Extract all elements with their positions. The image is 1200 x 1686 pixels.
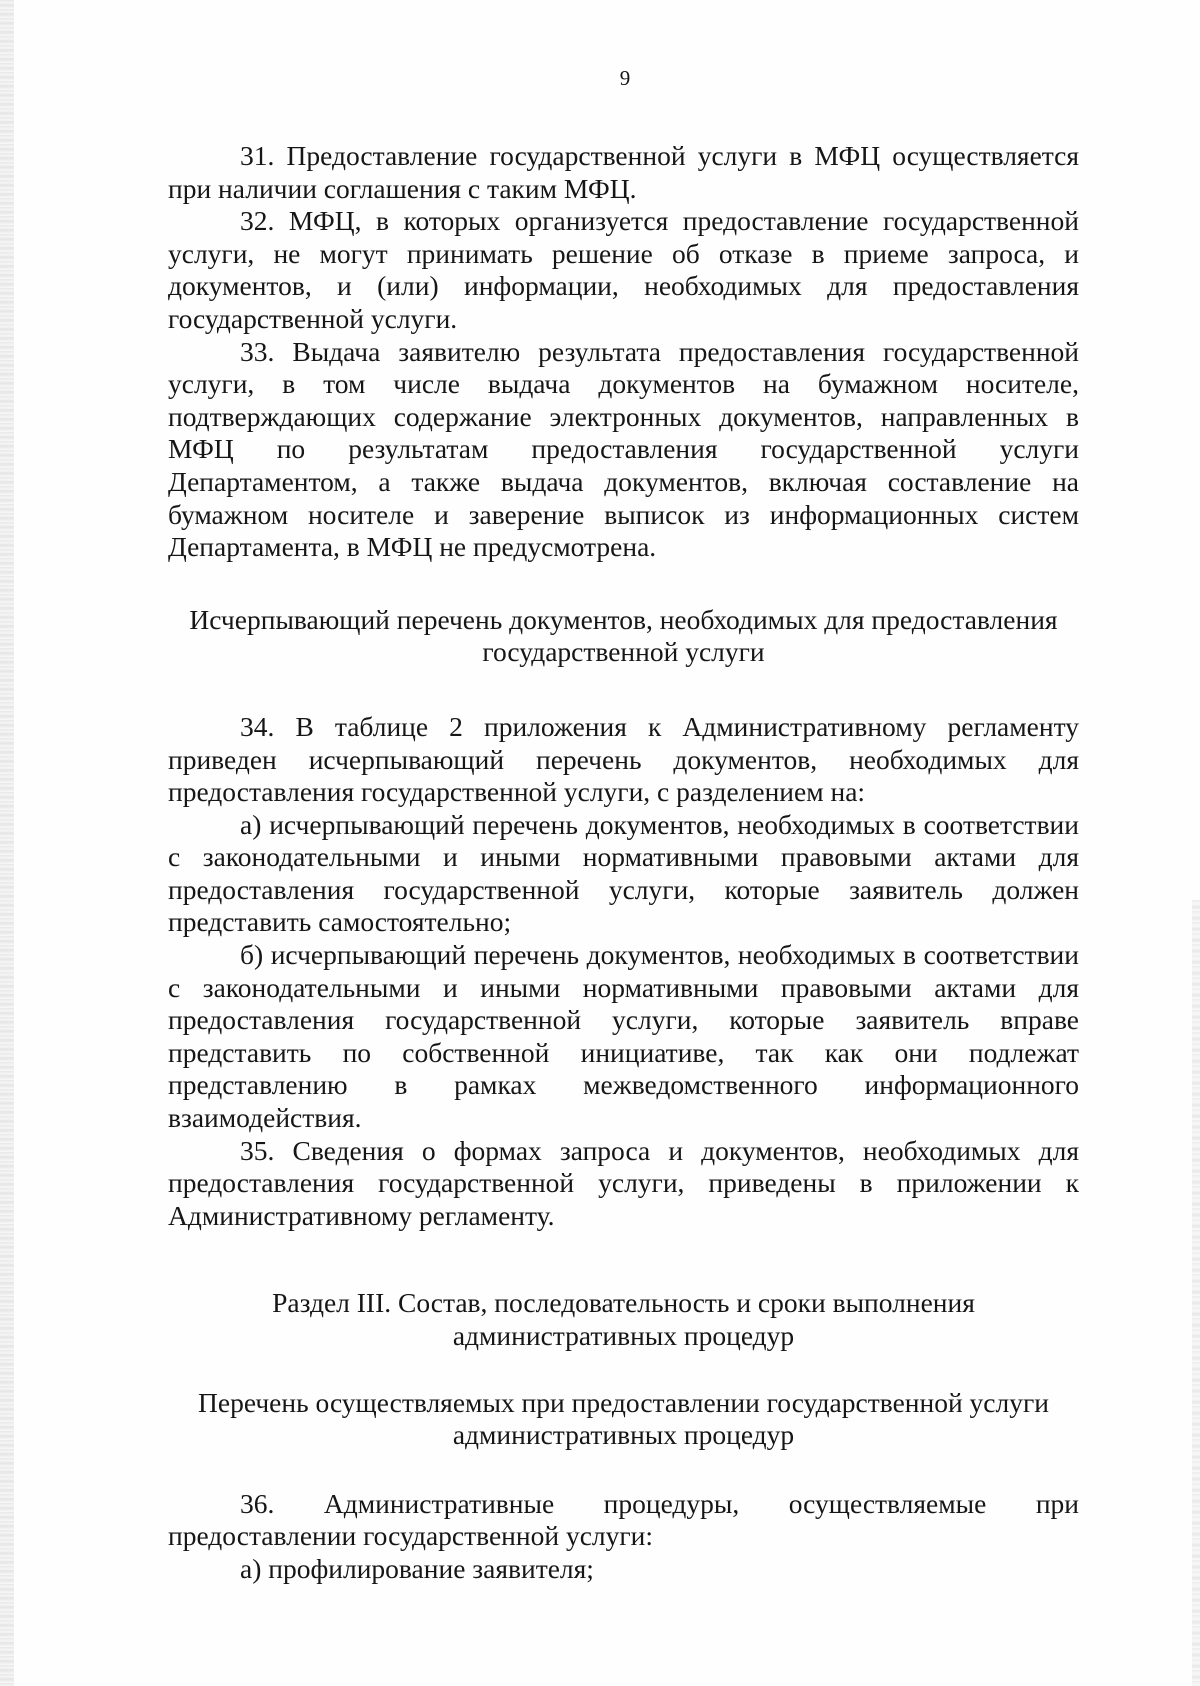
paragraph-31: 31. Предоставление государственной услуги в МФЦ осуществляется при наличии соглашения с таким МФЦ. — [168, 140, 1079, 204]
paragraph-35: 35. Сведения о формах запроса и документов, необходимых для предоставления государственной услуги, приведены в приложении к Административному регламенту. — [168, 1134, 1079, 1231]
paragraph-36: 36. Административные процедуры, осуществляемые при предоставлении государственной услуги: — [168, 1487, 1079, 1552]
paragraph-34: 34. В таблице 2 приложения к Административному регламенту приведен исчерпывающий перечень документов, необходимых для предоставления государственной услуги, с разделением на: — [168, 710, 1079, 808]
paragraph-36a: а) профилирование заявителя; — [240, 1552, 594, 1584]
paragraph-32: 32. МФЦ, в которых организуется предоставление государственной услуги, не могут принимать решение об отказе в приеме запроса, и документов, и (или) информации, необходимых для предоставления государственной услуги. — [168, 205, 1079, 334]
document-body — [168, 140, 1079, 1586]
heading-procedures-list-line1: Перечень осуществляемых при предоставлении государственной услуги — [198, 1386, 1049, 1418]
page-number: 9 — [619, 66, 631, 90]
scan-edge-left — [0, 0, 14, 1686]
heading-documents-list-line1: Исчерпывающий перечень документов, необходимых для предоставления — [189, 603, 1058, 635]
heading-section-3-line2: административных процедур — [452, 1320, 795, 1351]
paragraph-33: 33. Выдача заявителю результата предоставления государственной услуги, в том числе выдача документов на бумажном носителе, подтверждающих содержание электронных документов, направленных в МФЦ по результатам предоставления государственной услуги Департаментом, а также выдача документов, включая составление на бумажном носителе и заверение выписок из информационных систем Департамента, в МФЦ не предусмотрена. — [168, 335, 1079, 563]
scan-edge-right — [1192, 900, 1200, 1686]
heading-section-3-line1: Раздел III. Состав, последовательность и сроки выполнения — [272, 1287, 975, 1319]
paragraph-34a: а) исчерпывающий перечень документов, необходимых в соответствии с законодательными и иными нормативными правовыми актами для предоставления государственной услуги, которые заявитель должен представить самостоятельно; — [168, 808, 1079, 938]
heading-procedures-list-line2: административных процедур — [452, 1419, 795, 1451]
heading-procedures-list — [168, 1387, 1079, 1452]
paragraph-34b: б) исчерпывающий перечень документов, необходимых в соответствии с законодательными и иными нормативными правовыми актами для предоставления государственной услуги, которые заявитель вправе представить по собственной инициативе, так как они подлежат представлению в рамках межведомственного информационного взаимодействия. — [168, 939, 1079, 1134]
heading-documents-list-line2: государственной услуги — [482, 636, 765, 668]
heading-documents-list — [168, 604, 1079, 669]
heading-section-3 — [168, 1287, 1079, 1352]
